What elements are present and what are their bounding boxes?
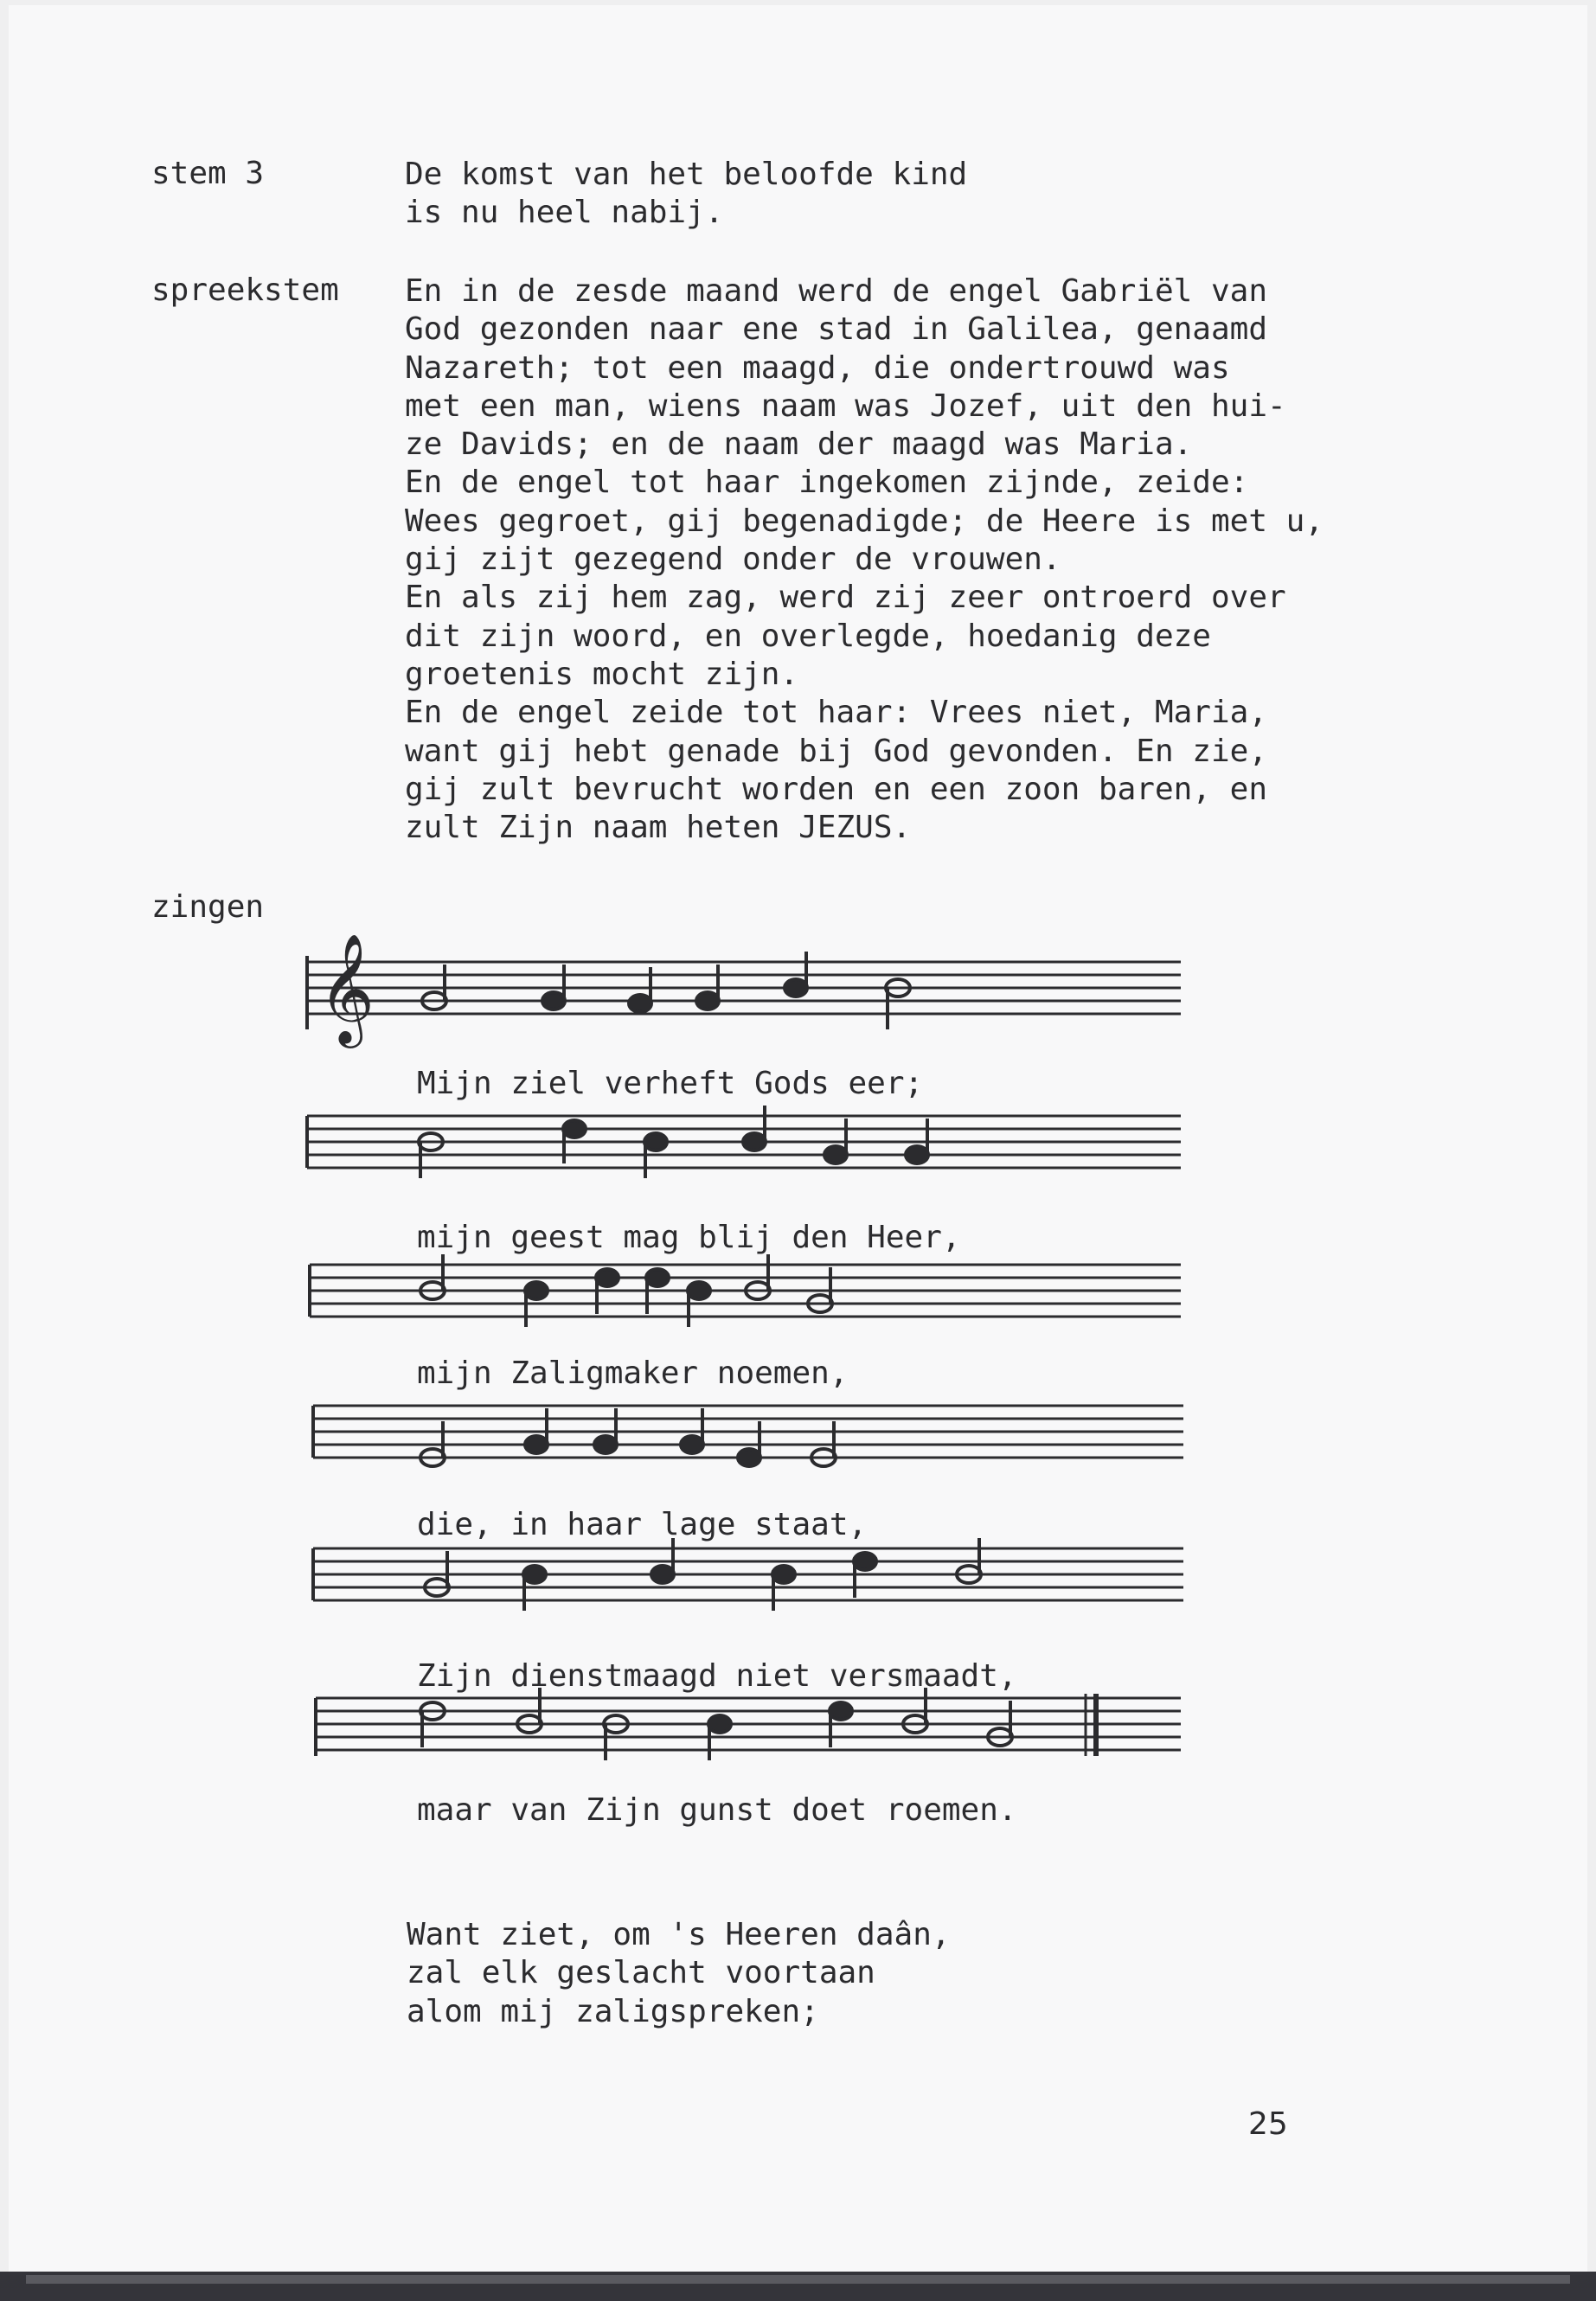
lyric-line-1: Mijn ziel verheft Gods eer; <box>417 1066 924 1101</box>
text-line: zal elk geslacht voortaan <box>407 1955 875 1991</box>
lyric-line-6: maar van Zijn gunst doet roemen. <box>417 1792 1017 1828</box>
text-line: dit zijn woord, en overlegde, hoedanig deze <box>405 618 1211 654</box>
lyric-line-3: mijn Zaligmaker noemen, <box>417 1356 849 1391</box>
closing-verse <box>407 1916 951 2031</box>
text-line: is nu heel nabij. <box>405 195 724 231</box>
stem3-label: stem 3 <box>151 156 265 191</box>
text-line: zult Zijn naam heten JEZUS. <box>405 810 912 846</box>
page-number: 25 <box>1248 2106 1288 2142</box>
lyric-line-5: Zijn dienstmaagd niet versmaadt, <box>417 1658 1017 1694</box>
lyric-line-2: mijn geest mag blij den Heer, <box>417 1220 961 1255</box>
text-line: ze Davids; en de naam der maagd was Maria. <box>405 426 1193 463</box>
text-line: En de engel tot haar ingekomen zijnde, zeide: <box>405 465 1249 501</box>
text-line: groetenis mocht zijn. <box>405 656 799 692</box>
lyric-line-4: die, in haar lage staat, <box>417 1507 868 1542</box>
text-line: gij zult bevrucht worden en een zoon baren, en <box>405 771 1267 807</box>
staff-6 <box>316 1694 1181 1756</box>
text-line: want gij hebt genade bij God gevonden. En zie, <box>405 733 1267 769</box>
zingen-label: zingen <box>151 889 265 925</box>
spreekstem-label: spreekstem <box>151 272 339 308</box>
text-line: God gezonden naar ene stad in Galilea, genaamd <box>405 311 1267 348</box>
text-line: Want ziet, om 's Heeren daân, <box>407 1917 951 1952</box>
text-line: gij zijt gezegend onder de vrouwen. <box>405 542 1061 578</box>
text-line: met een man, wiens naam was Jozef, uit den hui- <box>405 388 1286 424</box>
text-line: En als zij hem zag, werd zij zeer ontroerd over <box>405 580 1286 616</box>
text-line: De komst van het beloofde kind <box>405 157 968 192</box>
text-line: Nazareth; tot een maagd, die ondertrouwd was <box>405 349 1230 386</box>
treble-clef-icon: 𝄞 <box>318 933 375 1043</box>
text-line: alom mij zaligspreken; <box>407 1993 819 2029</box>
text-line: En de engel zeide tot haar: Vrees niet, Maria, <box>405 695 1267 731</box>
text-line: En in de zesde maand werd de engel Gabriël van <box>405 273 1267 309</box>
text-line: Wees gegroet, gij begenadigde; de Heere is met u, <box>405 503 1324 539</box>
